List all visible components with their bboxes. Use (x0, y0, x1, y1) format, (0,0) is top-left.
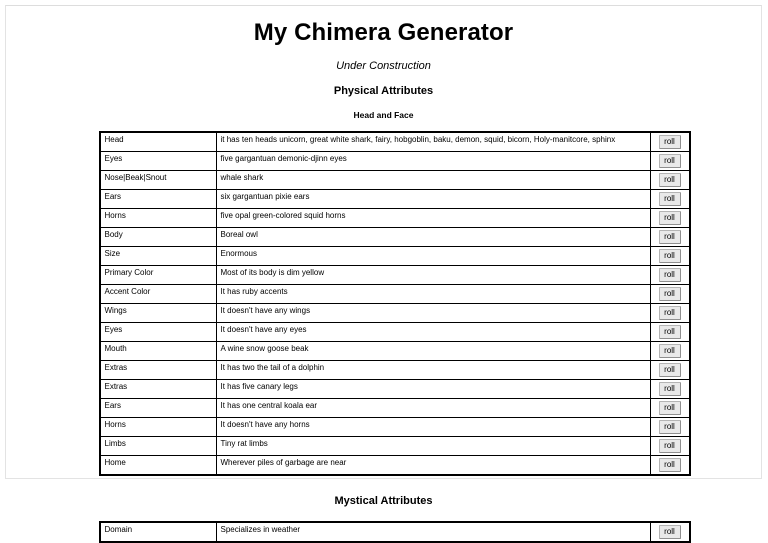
roll-button[interactable]: roll (659, 249, 681, 263)
attribute-label: Ears (100, 399, 217, 418)
attribute-label: Nose|Beak|Snout (100, 171, 217, 190)
attribute-action-cell (650, 152, 690, 171)
attribute-action-cell (650, 190, 690, 209)
attribute-value: Boreal owl (216, 228, 650, 247)
roll-button[interactable]: roll (659, 325, 681, 339)
attribute-value: Enormous (216, 247, 650, 266)
attribute-label: Domain (100, 522, 217, 542)
section-heading-physical-attributes: Physical Attributes (333, 85, 434, 97)
page-content (6, 6, 761, 536)
table-row (100, 228, 690, 247)
attribute-value: Specializes in weather (216, 522, 650, 542)
attribute-label: Mouth (100, 342, 217, 361)
attribute-action-cell (650, 304, 690, 323)
physical-attributes-table (99, 131, 691, 476)
attribute-value: It has two the tail of a dolphin (216, 361, 650, 380)
table-row (100, 304, 690, 323)
attribute-value: Wherever piles of garbage are near (216, 456, 650, 476)
attribute-value: It doesn't have any wings (216, 304, 650, 323)
physical-attributes-table-wrapper (99, 131, 675, 476)
attribute-value: It doesn't have any eyes (216, 323, 650, 342)
table-row (100, 342, 690, 361)
roll-button[interactable]: roll (659, 173, 681, 187)
attribute-action-cell (650, 399, 690, 418)
attribute-value: A wine snow goose beak (216, 342, 650, 361)
attribute-label: Primary Color (100, 266, 217, 285)
roll-button[interactable]: roll (659, 192, 681, 206)
attribute-action-cell (650, 266, 690, 285)
attribute-action-cell (650, 380, 690, 399)
table-row (100, 285, 690, 304)
attribute-value: six gargantuan pixie ears (216, 190, 650, 209)
attribute-value: Most of its body is dim yellow (216, 266, 650, 285)
attribute-value: five gargantuan demonic-djinn eyes (216, 152, 650, 171)
roll-button[interactable]: roll (659, 363, 681, 377)
table-row (100, 399, 690, 418)
attribute-label: Head (100, 132, 217, 152)
attribute-action-cell (650, 285, 690, 304)
attribute-value: It has ruby accents (216, 285, 650, 304)
roll-button[interactable]: roll (659, 211, 681, 225)
attribute-label: Horns (100, 209, 217, 228)
roll-button[interactable]: roll (659, 439, 681, 453)
roll-button[interactable]: roll (659, 458, 681, 472)
attribute-label: Eyes (100, 152, 217, 171)
section-heading-mystical-attributes: Mystical Attributes (334, 495, 433, 507)
attribute-action-cell (650, 361, 690, 380)
attribute-action-cell (650, 437, 690, 456)
attribute-action-cell (650, 171, 690, 190)
mystical-attributes-table (99, 521, 691, 543)
page-title: My Chimera Generator (253, 19, 514, 46)
attribute-action-cell (650, 418, 690, 437)
physical-attributes-table-body (100, 132, 690, 475)
roll-button[interactable]: roll (659, 401, 681, 415)
attribute-action-cell (650, 209, 690, 228)
attribute-action-cell (650, 228, 690, 247)
table-row (100, 380, 690, 399)
table-row (100, 190, 690, 209)
table-row (100, 418, 690, 437)
attribute-label: Size (100, 247, 217, 266)
attribute-action-cell (650, 132, 690, 152)
attribute-label: Eyes (100, 323, 217, 342)
table-row (100, 522, 690, 542)
roll-button[interactable]: roll (659, 230, 681, 244)
table-row (100, 209, 690, 228)
table-row (100, 323, 690, 342)
attribute-value: It doesn't have any horns (216, 418, 650, 437)
attribute-label: Body (100, 228, 217, 247)
attribute-label: Wings (100, 304, 217, 323)
page-frame (5, 5, 762, 536)
page-subtitle: Under Construction (336, 60, 431, 72)
mystical-attributes-table-wrapper (99, 521, 675, 543)
table-row (100, 152, 690, 171)
attribute-action-cell (650, 247, 690, 266)
attribute-value: it has ten heads unicorn, great white shark, fairy, hobgoblin, baku, demon, squid, bicorn, Holy-manitcore, sphinx (216, 132, 650, 152)
attribute-value: It has five canary legs (216, 380, 650, 399)
table-row (100, 171, 690, 190)
attribute-action-cell (650, 522, 690, 542)
table-row (100, 361, 690, 380)
roll-button[interactable]: roll (659, 420, 681, 434)
roll-button[interactable]: roll (659, 344, 681, 358)
attribute-label: Limbs (100, 437, 217, 456)
attribute-value: It has one central koala ear (216, 399, 650, 418)
attribute-value: five opal green-colored squid horns (216, 209, 650, 228)
roll-button[interactable]: roll (659, 525, 681, 539)
attribute-label: Extras (100, 361, 217, 380)
table-row (100, 247, 690, 266)
roll-button[interactable]: roll (659, 135, 681, 149)
mystical-attributes-table-body (100, 522, 690, 542)
attribute-label: Ears (100, 190, 217, 209)
attribute-label: Home (100, 456, 217, 476)
attribute-action-cell (650, 342, 690, 361)
roll-button[interactable]: roll (659, 306, 681, 320)
attribute-label: Extras (100, 380, 217, 399)
table-row (100, 266, 690, 285)
table-row (100, 132, 690, 152)
attribute-label: Horns (100, 418, 217, 437)
roll-button[interactable]: roll (659, 382, 681, 396)
attribute-action-cell (650, 456, 690, 476)
roll-button[interactable]: roll (659, 268, 681, 282)
attribute-value: whale shark (216, 171, 650, 190)
attribute-label: Accent Color (100, 285, 217, 304)
attribute-action-cell (650, 323, 690, 342)
table-row (100, 456, 690, 476)
subsection-heading-head-and-face: Head and Face (353, 110, 414, 120)
roll-button[interactable]: roll (659, 154, 681, 168)
attribute-value: Tiny rat limbs (216, 437, 650, 456)
table-row (100, 437, 690, 456)
roll-button[interactable]: roll (659, 287, 681, 301)
